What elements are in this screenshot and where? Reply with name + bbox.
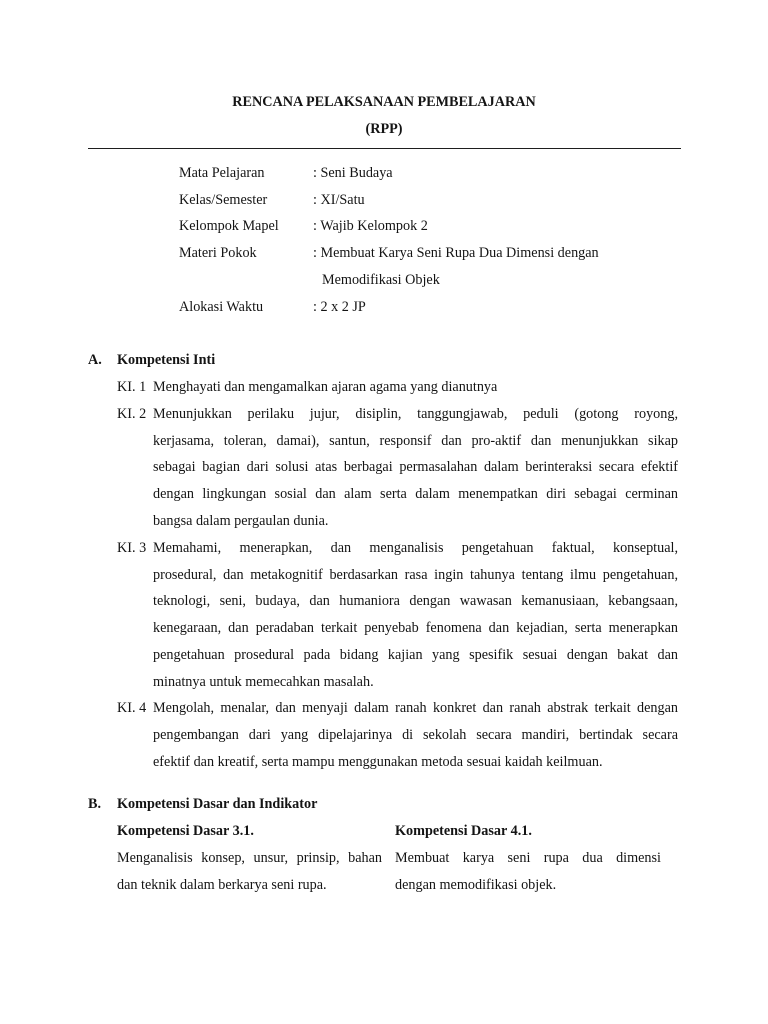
header-divider	[88, 148, 681, 149]
section-a-letter: A.	[88, 352, 102, 368]
ki-text-line: prosedural, dan metakognitif berdasarkan rasa ingin tahunya tentang ilmu pengetahuan,	[153, 567, 678, 583]
kd-text-line: dan teknik dalam berkarya seni rupa.	[117, 877, 327, 893]
kd-text-line: Membuat karya seni rupa dua dimensi	[395, 850, 661, 866]
ki-text-line: teknologi, seni, budaya, dan humaniora dengan wawasan kemanusiaan, kebangsaan,	[153, 593, 678, 609]
ki-code: KI. 1	[117, 379, 147, 395]
ki-code: KI. 2	[117, 406, 147, 422]
identity-value-continued: Memodifikasi Objek	[322, 272, 440, 288]
ki-code: KI. 4	[117, 700, 147, 716]
ki-text-line: bangsa dalam pergaulan dunia.	[153, 513, 329, 529]
identity-value: : Wajib Kelompok 2	[313, 218, 428, 234]
identity-value: : 2 x 2 JP	[313, 299, 366, 315]
ki-text-line: Menghayati dan mengamalkan ajaran agama yang dianutnya	[153, 379, 498, 395]
kd-text-line: Menganalisis konsep, unsur, prinsip, bahan	[117, 850, 382, 866]
ki-text-line: kerjasama, toleran, damai), santun, responsif dan pro-aktif dan menunjukkan sikap	[153, 433, 678, 449]
document-subtitle: (RPP)	[365, 121, 403, 137]
kd-heading-4-1: Kompetensi Dasar 4.1.	[395, 823, 532, 839]
identity-label: Kelompok Mapel	[179, 218, 279, 234]
ki-text-line: Menunjukkan perilaku jujur, disiplin, tanggungjawab, peduli (gotong royong,	[153, 406, 678, 422]
document-title: RENCANA PELAKSANAAN PEMBELAJARAN	[232, 94, 536, 110]
ki-code: KI. 3	[117, 540, 147, 556]
identity-label: Mata Pelajaran	[179, 165, 265, 181]
ki-text-line: sebagai bagian dari solusi atas berbagai permasalahan dalam berinteraksi secara efektif	[153, 459, 678, 475]
ki-text-line: Memahami, menerapkan, dan menganalisis pengetahuan faktual, konseptual,	[153, 540, 678, 556]
identity-value: : Membuat Karya Seni Rupa Dua Dimensi dengan	[313, 245, 599, 261]
kd-text-line: dengan memodifikasi objek.	[395, 877, 557, 893]
identity-label: Kelas/Semester	[179, 192, 268, 208]
section-b-title: Kompetensi Dasar dan Indikator	[117, 796, 318, 812]
ki-text-line: dengan lingkungan sosial dan alam serta dalam menempatkan diri sebagai cerminan	[153, 486, 678, 502]
identity-label: Alokasi Waktu	[179, 299, 264, 315]
ki-text-line: minatnya untuk memecahkan masalah.	[153, 674, 374, 690]
section-a-title: Kompetensi Inti	[117, 352, 216, 368]
ki-text-line: pengetahuan prosedural pada bidang kajian yang spesifik sesuai dengan bakat dan	[153, 647, 678, 663]
kd-heading-3-1: Kompetensi Dasar 3.1.	[117, 823, 254, 839]
identity-value: : XI/Satu	[313, 192, 365, 208]
ki-text-line: Mengolah, menalar, dan menyaji dalam ranah konkret dan ranah abstrak terkait dengan	[153, 700, 678, 716]
ki-text-line: kenegaraan, dan peradaban terkait penyebab fenomena dan kejadian, serta menerapkan	[153, 620, 678, 636]
identity-label: Materi Pokok	[179, 245, 257, 261]
identity-value: : Seni Budaya	[313, 165, 393, 181]
ki-text-line: pengembangan dari yang dipelajarinya di sekolah secara mandiri, bertindak secara	[153, 727, 678, 743]
ki-text-line: efektif dan kreatif, serta mampu menggunakan metoda sesuai kaidah keilmuan.	[153, 754, 603, 770]
section-b-letter: B.	[88, 796, 102, 812]
